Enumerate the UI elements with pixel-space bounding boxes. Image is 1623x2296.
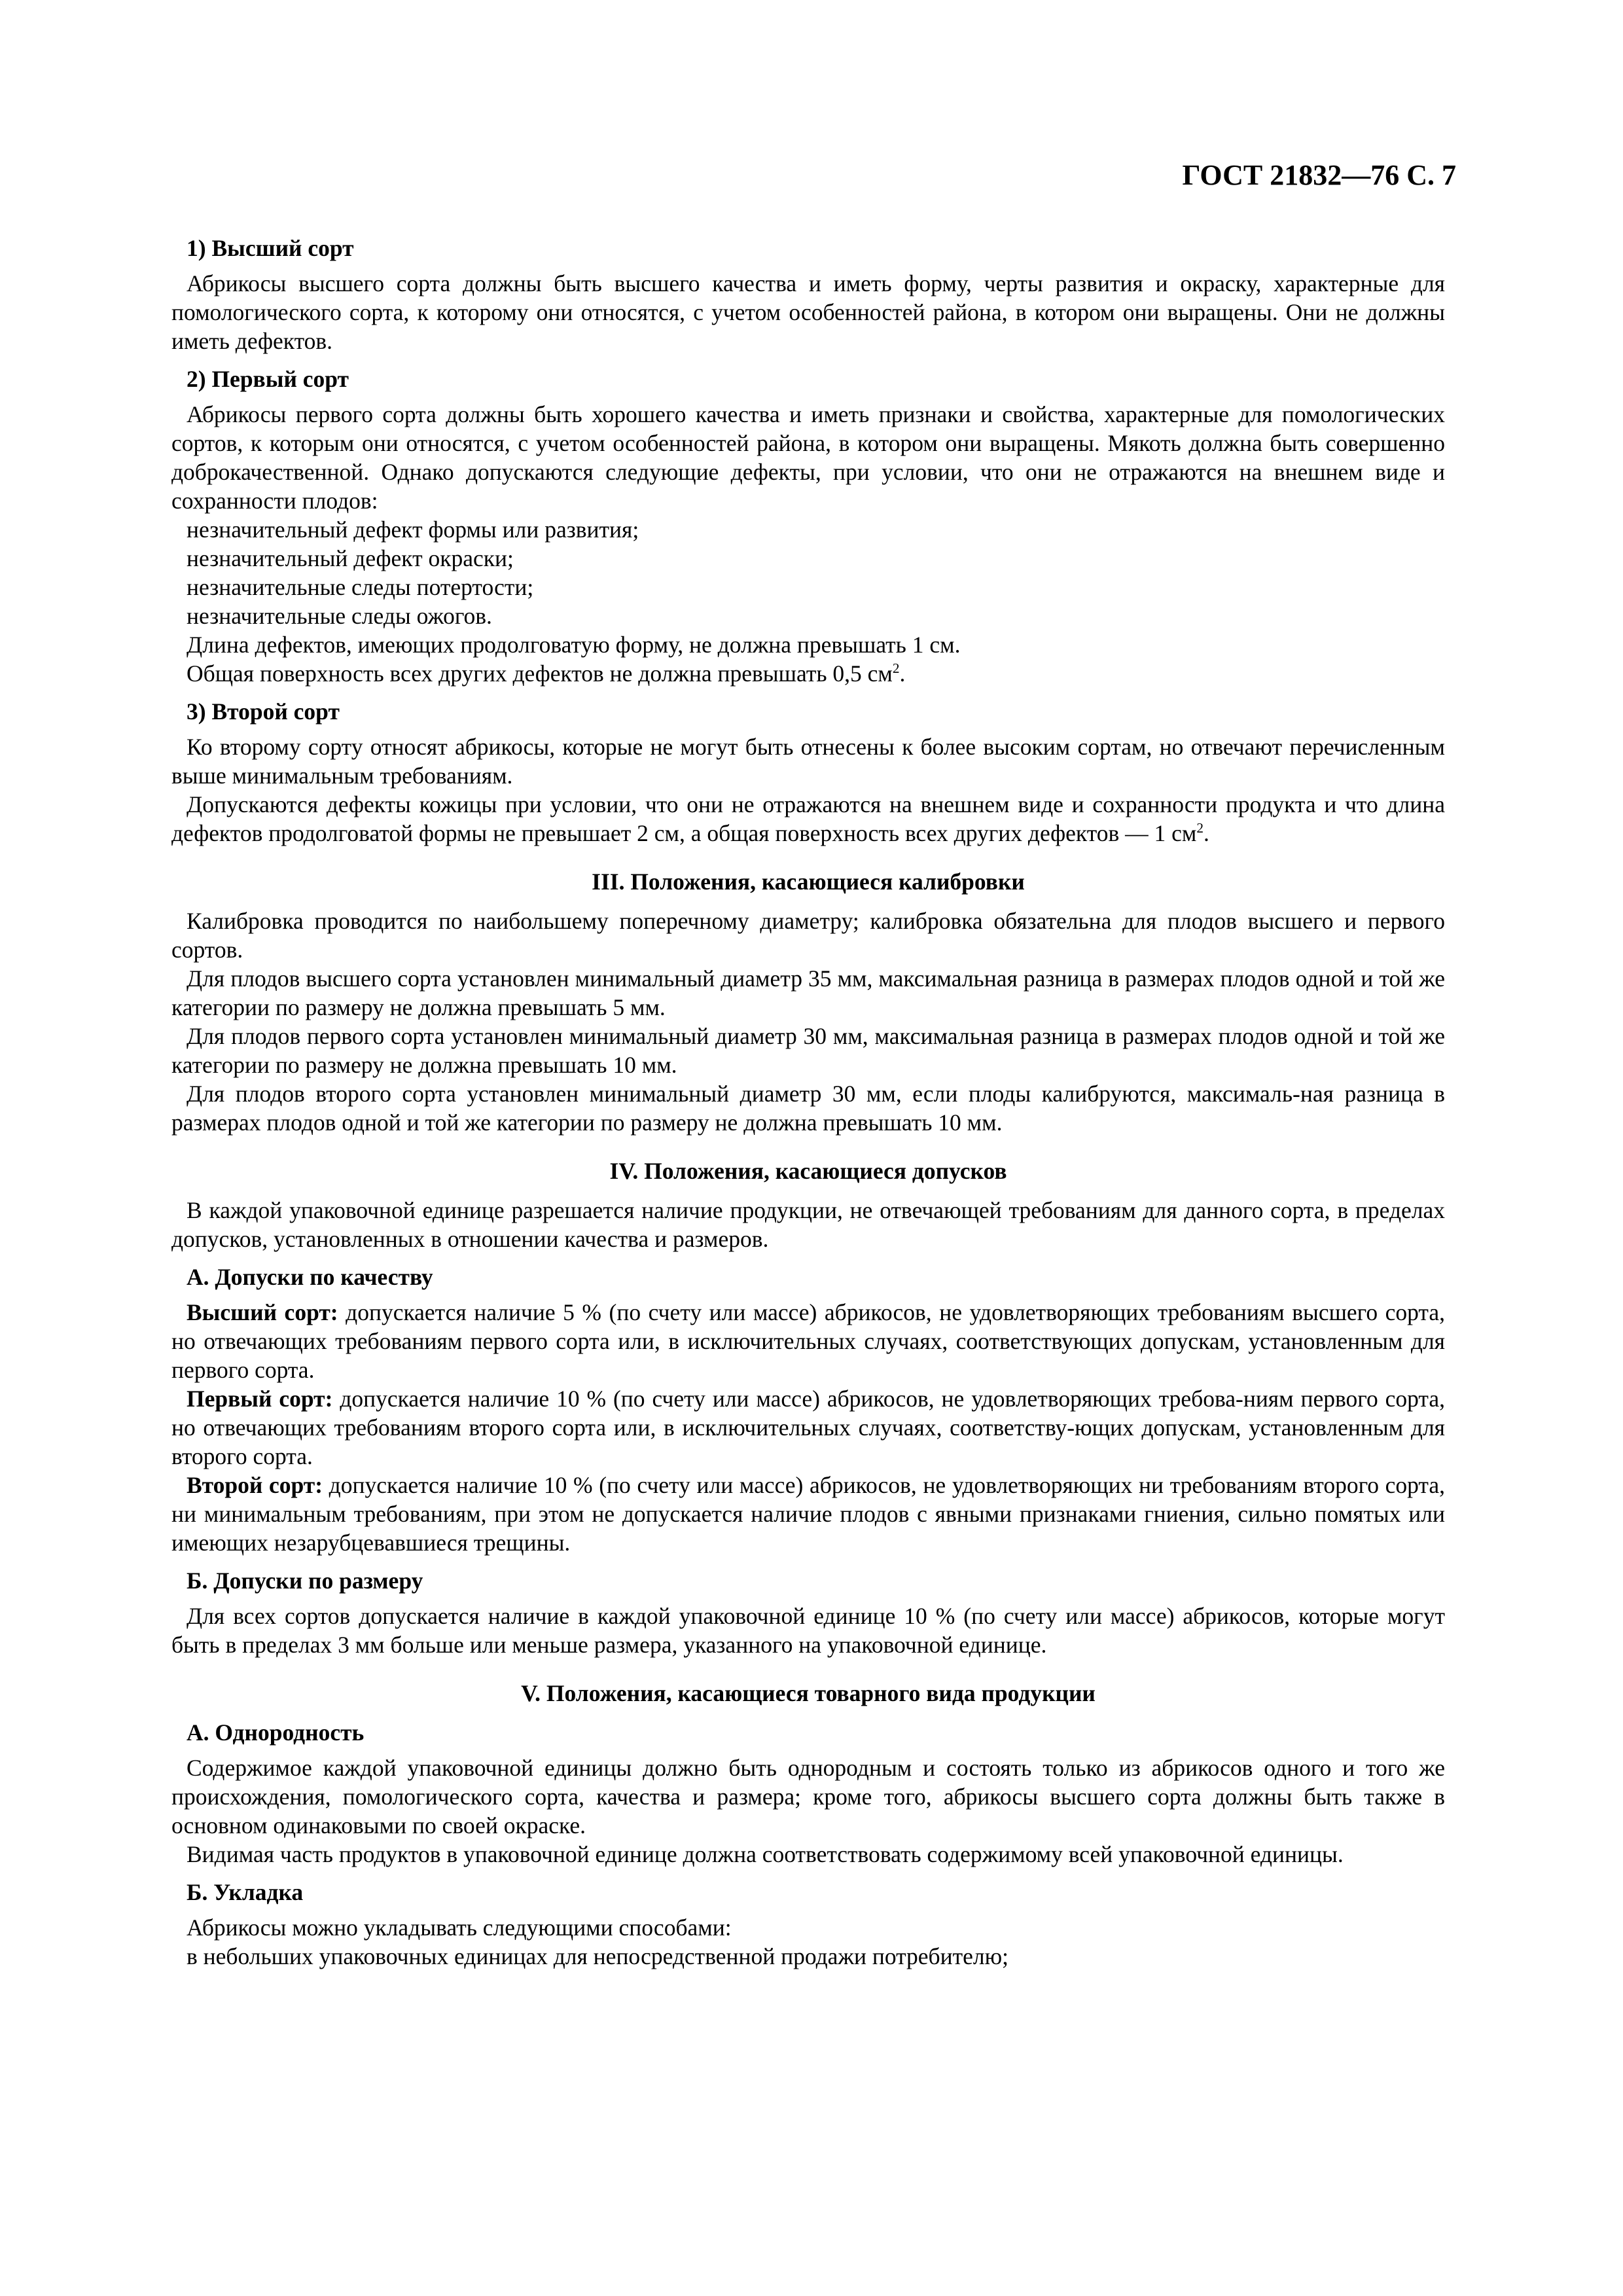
text: допускается наличие 5 % (по счету или массе) абрикосов, не удовлетворяющих требованиям высшего сорта, но отвечающих требованиям первого сорта или, в исключительных случаях, соответствующих допускам, установленным для первого сорта. xyxy=(171,1299,1446,1383)
paragraph xyxy=(171,1384,1445,1471)
paragraph: Длина дефектов, имеющих продолговатую форму, не должна превышать 1 см. xyxy=(187,632,961,658)
text: допускается наличие 10 % (по счету или массе) абрикосов, не удовлетворяющих требова-ниям первого сорта, но отвечающих требованиям второго сорта или, в исключительных случаях, соответству-ющих допускам, установленным для второго сорта. xyxy=(171,1386,1445,1469)
section-heading-second-grade: 3) Второй сорт xyxy=(187,698,340,725)
paragraph xyxy=(171,659,1445,688)
section-heading-presentation: V. Положения, касающиеся товарного вида продукции xyxy=(521,1680,1096,1706)
subsection-heading-quality-tolerances: А. Допуски по качеству xyxy=(187,1264,433,1290)
page-header: ГОСТ 21832—76 С. 7 xyxy=(1182,159,1456,191)
paragraph: Для плодов второго сорта установлен минимальный диаметр 30 мм, если плоды калибруются, максималь-ная разница в размерах плодов одной и той же категории по размеру не должна превышать 10 мм. xyxy=(171,1081,1445,1136)
list-item: незначительный дефект окраски; xyxy=(187,545,514,571)
list-item: незначительные следы потертости; xyxy=(187,574,534,600)
superscript: 2 xyxy=(1196,820,1204,836)
page-content xyxy=(171,226,1445,1971)
grade-label: Второй сорт: xyxy=(187,1472,323,1498)
text: . xyxy=(899,660,906,687)
paragraph: В каждой упаковочной единице разрешается наличие продукции, не отвечающей требованиям для данного сорта, в пределах допусков, установленных в отношении качества и размеров. xyxy=(171,1197,1445,1252)
text: Допускаются дефекты кожицы при условии, что они не отражаются на внешнем виде и сохранности продукта и что длина дефектов продолговатой формы не превышает 2 см, а общая поверхность всех других дефектов — 1 см xyxy=(171,791,1445,846)
list-item: незначительные следы ожогов. xyxy=(187,603,492,629)
text: Общая поверхность всех других дефектов не должна превышать 0,5 см xyxy=(187,660,893,687)
subsection-heading-uniformity: А. Однородность xyxy=(187,1719,365,1746)
section-heading-calibration: III. Положения, касающиеся калибровки xyxy=(592,869,1025,895)
grade-label: Высший сорт: xyxy=(187,1299,338,1325)
superscript: 2 xyxy=(892,660,900,677)
list-item: незначительный дефект формы или развития; xyxy=(187,516,639,543)
paragraph: в небольших упаковочных единицах для непосредственной продажи потребителю; xyxy=(187,1943,1008,1969)
section-heading-tolerances: IV. Положения, касающиеся допусков xyxy=(609,1158,1007,1184)
paragraph: Ко второму сорту относят абрикосы, которые не могут быть отнесены к более высоким сортам, но отвечают перечисленным выше минимальным требованиям. xyxy=(171,734,1445,789)
subsection-heading-size-tolerances: Б. Допуски по размеру xyxy=(187,1568,423,1594)
paragraph: Абрикосы можно укладывать следующими способами: xyxy=(187,1914,732,1941)
paragraph xyxy=(171,1471,1445,1557)
paragraph: Для плодов высшего сорта установлен минимальный диаметр 35 мм, максимальная разница в размерах плодов одной и той же категории по размеру не должна превышать 5 мм. xyxy=(171,965,1445,1020)
text: допускается наличие 10 % (по счету или массе) абрикосов, не удовлетворяющих ни требованиям второго сорта, ни минимальным требованиям, при этом не допускается наличие плодов с явными признаками гниения, сильно помятых или имеющих незарубцевавшиеся трещины. xyxy=(171,1472,1445,1556)
paragraph: Для плодов первого сорта установлен минимальный диаметр 30 мм, максимальная разница в размерах плодов одной и той же категории по размеру не должна превышать 10 мм. xyxy=(171,1023,1445,1078)
paragraph: Абрикосы высшего сорта должны быть высшего качества и иметь форму, черты развития и окраску, характерные для помологического сорта, к которому они относятся, с учетом особенностей района, в котором они выращены. Они не должны иметь дефектов. xyxy=(171,270,1445,354)
paragraph: Содержимое каждой упаковочной единицы должно быть однородным и состоять только из абрикосов одного и того же происхождения, помологического сорта, качества и размера; кроме того, абрикосы высшего сорта должны быть также в основном одинаковыми по своей окраске. xyxy=(171,1755,1445,1839)
section-heading-first-grade: 2) Первый сорт xyxy=(187,366,349,392)
paragraph: Видимая часть продуктов в упаковочной единице должна соответствовать содержимому всей упаковочной единицы. xyxy=(187,1841,1344,1867)
paragraph: Для всех сортов допускается наличие в каждой упаковочной единице 10 % (по счету или массе) абрикосов, которые могут быть в пределах 3 мм больше или меньше размера, указанного на упаковочной единице. xyxy=(171,1603,1445,1658)
paragraph: Калибровка проводится по наибольшему поперечному диаметру; калибровка обязательна для плодов высшего и первого сортов. xyxy=(171,908,1445,963)
text: . xyxy=(1204,820,1209,846)
paragraph xyxy=(171,790,1445,848)
paragraph xyxy=(171,1298,1445,1384)
section-heading-higher-grade: 1) Высший сорт xyxy=(187,235,354,261)
paragraph: Абрикосы первого сорта должны быть хорошего качества и иметь признаки и свойства, характерные для помологических сортов, к которым они относятся, с учетом особенностей района, в котором они выращены. Мякоть должна быть совершенно доброкачественной. Однако допускаются следующие дефекты, при условии, что они не отражаются на внешнем виде и сохранности плодов: xyxy=(171,401,1445,514)
subsection-heading-packing: Б. Укладка xyxy=(187,1879,304,1905)
grade-label: Первый сорт: xyxy=(187,1386,333,1412)
